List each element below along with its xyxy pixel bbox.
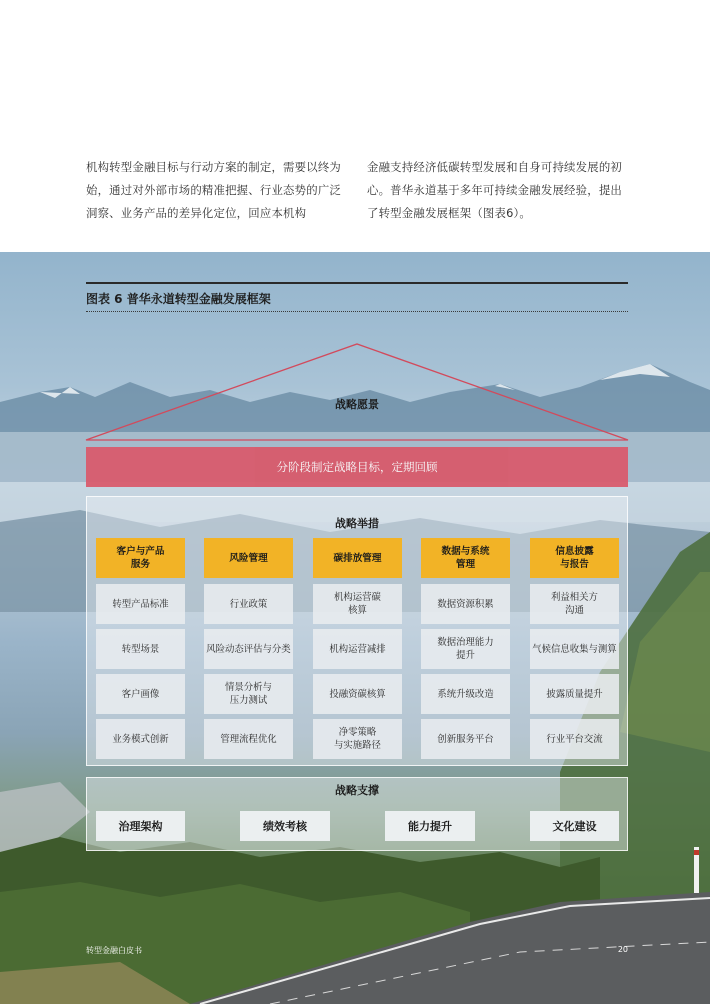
measure-cell: 行业平台交流 [530,719,619,759]
support-item-governance: 治理架构 [96,811,185,841]
measure-cell: 转型产品标准 [96,584,185,624]
measure-cell: 情景分析与 压力测试 [204,674,293,714]
footer-page-number: 20 [617,945,628,954]
column-head-customer-product: 客户与产品 服务 [96,538,185,578]
support-item-culture: 文化建设 [530,811,619,841]
measure-cell: 创新服务平台 [421,719,510,759]
measure-cell: 机构运营碳 核算 [313,584,402,624]
figure-title: 图表 6 普华永道转型金融发展框架 [86,292,271,306]
measure-cell: 业务模式创新 [96,719,185,759]
strategic-goal-bar: 分阶段制定战略目标，定期回顾 [86,447,628,487]
measure-cell: 转型场景 [96,629,185,669]
support-item-capability: 能力提升 [385,811,475,841]
measure-cell: 气候信息收集与测算 [530,629,619,669]
column-head-data-systems: 数据与系统 管理 [421,538,510,578]
measure-cell: 净零策略 与实施路径 [313,719,402,759]
column-head-risk-management: 风险管理 [204,538,293,578]
column-head-carbon-management: 碳排放管理 [313,538,402,578]
measure-cell: 数据治理能力 提升 [421,629,510,669]
column-head-disclosure-reporting: 信息披露 与报告 [530,538,619,578]
measure-cell: 机构运营减排 [313,629,402,669]
support-item-performance: 绩效考核 [240,811,330,841]
measure-cell: 风险动态评估与分类 [204,629,293,669]
strategic-vision-label: 战略愿景 [335,398,379,411]
measure-cell: 系统升级改造 [421,674,510,714]
intro-paragraph-right: 金融支持经济低碳转型发展和自身可持续发展的初心。普华永道基于多年可持续金融发展经验，提出了转型金融发展框架（图表6）。 [367,160,622,220]
measure-cell: 披露质量提升 [530,674,619,714]
intro-paragraph-left: 机构转型金融目标与行动方案的制定，需要以终为始，通过对外部市场的精准把握、行业态势的广泛洞察、业务产品的差异化定位，回应本机构 [86,160,341,220]
measure-cell: 投融资碳核算 [313,674,402,714]
measure-cell: 行业政策 [204,584,293,624]
strategic-measures-title: 战略举措 [335,517,379,530]
measure-cell: 客户画像 [96,674,185,714]
strategic-support-title: 战略支撑 [335,784,379,797]
measure-cell: 数据资源积累 [421,584,510,624]
measure-cell: 管理流程优化 [204,719,293,759]
footer-document-title: 转型金融白皮书 [86,946,142,955]
measure-cell: 利益相关方 沟通 [530,584,619,624]
